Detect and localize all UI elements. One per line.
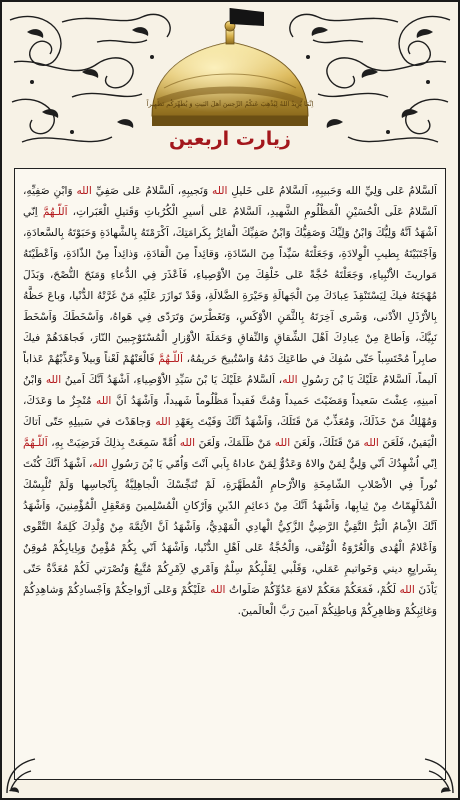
text-segment-red: الله xyxy=(363,437,379,449)
text-segment: عَلَيْكُمْ وَعَلى اَرْواحِكُمْ وَاَجْسادِكُمْ وَشاهِدِكُمْ وَغائِبِكُمْ وَظاهِرِكُمْ وَباطِنِكُمْ آمينَ رَبَّ الْعالَمينَ. xyxy=(23,584,437,617)
text-segment-red: الله xyxy=(155,416,171,428)
prayer-text-frame xyxy=(14,168,446,780)
text-segment: اِنّي اُشْهِدُكَ اَنّي وَلِيٌّ لِمَنْ والاهُ وَعَدُوٌّ لِمَنْ عاداهُ بِاَبي اَنْتَ وَاُمّي يَا بْنَ رَسُولِ xyxy=(107,458,437,470)
text-segment: وَابْنُ اَمينِهِ، عِشْتَ سَعيداً وَمَضَيْتَ حَميداً وَمُتَّ فَقيداً مَظْلُوماً شَهيداً، وَاَشْهَدُ اَنَّ xyxy=(23,374,437,407)
text-segment-red: الله xyxy=(76,185,92,197)
text-segment-red: اَللّـهُمَّ xyxy=(23,437,48,449)
title-banner xyxy=(2,128,458,150)
text-segment-red: الله xyxy=(282,374,298,386)
text-segment-red: الله xyxy=(92,458,108,470)
text-segment-red: اَللّـهُمَّ xyxy=(42,206,68,218)
text-segment-red: اَللّـهُمَّ xyxy=(158,353,183,365)
text-segment-red: الله xyxy=(399,584,415,596)
text-segment-red: الله xyxy=(45,374,62,386)
text-segment: مَنْ قَتَلَكَ، وَلَعَنَ xyxy=(290,437,364,449)
text-segment-red: الله xyxy=(212,185,228,197)
text-segment-red: الله xyxy=(210,584,226,596)
text-segment-red: الله xyxy=(96,395,112,407)
text-segment: وَجاهَدْتَ في سَبيلِهِ حَتّى اَتاكَ الْيَقينُ، فَلَعَنَ xyxy=(23,416,438,449)
corner-ornament-icon xyxy=(415,755,455,795)
dome-icon xyxy=(152,8,308,126)
text-segment: اِنّي اَشْهَدُ اَنَّهُ وَلِيُّكَ وَابْنُ وَلِيِّكَ وَصَفِيُّكَ وَابْنُ صَفِيِّكَ الْفائِزُ بِكَرامَتِكَ، اَكْرَمْتَهُ بِالشَّهادَةِ وَحَبَوْتَهُ بِالسَّعادَةِ، وَاَجْتَبَيْتَهُ بِطيبِ الْوِلادَةِ، وَجَعَلْتَهُ سَيِّداً مِنَ السّادَةِ، وَقائِداً مِنَ الْقادَةِ، وَذائِداً مِنْ الذّادَةِ، وَاَعْطَيْتَهُ مَواريثَ الاَْنْبِياءِ، وَجَعَلْتَهُ حُجَّةً عَلى خَلْقِكَ مِنَ الاَْوْصِياءِ، فَاَعْذَرَ فِي الدُّعاءِ وَمَنَحَ النُّصْحَ، وَبَذَلَ مُهْجَتَهُ فيكَ لِيَسْتَنْقِذَ عِبادَكَ مِنَ الْجَهالَةِ وَحَيْرَةِ الضَّلالَةِ، وَقَدْ تَوازَرَ عَلَيْهِ مَنْ غَرَّتْهُ الدُّنْيا، وَباعَ حَظَّهُ بِالاَْرْذَلِ الاَْدْنى، وَشَرى آخِرَتَهُ بِالثَّمَنِ الاَْوْكَسِ، وَتَغَطْرَسَ وَتَرَدّى فِي هَواهُ، وَاَسْخَطَكَ وَاَسْخَطَ نَبِيَّكَ، وَاَطاعَ مِنْ عِبادِكَ اَهْلَ الشِّقاقِ وَالنِّفاقِ وَحَمَلَةَ الاَْوْزارِ الْمُسْتَوْجِبينَ النّارَ، فَجاهَدَهُمْ فيكَ صابِراً مُحْتَسِباً حَتّى سُفِكَ في طاعَتِكَ دَمُهُ وَاسْتُبيحَ حَريمُهُ، xyxy=(23,206,437,365)
dome-inscription: اِنَّمَا يُرِيدُ اللهُ لِيُذْهِبَ عَنكُمُ الرِّجسَ اَهلَ البَيتِ وَ يُطَهِّرَكُم تَطهِيراً xyxy=(146,100,314,108)
text-segment: مُنْجِزٌ ما وَعَدَكَ، وَمُهْلِكٌ مَنْ خَذَلَكَ، وَمُعَذِّبٌ مَنْ قَتَلَكَ، وَاَشْهَدُ اَنَّكَ وَفَيْتَ بِعَهْدِ xyxy=(23,395,437,428)
text-segment: ، اَشْهَدُ اَنَّكَ كُنْتَ نُوراً فِي الاَْصْلابِ الشّامِخَةِ وَالاَْرْحامِ الْمُطَهَّرَةِ، لَمْ تُنَجِّسْكَ الْجاهِلِيَّةُ بِاَنْجاسِها وَلَمْ تُلْبِسْكَ الْمُدْلَهِمّاتُ مِنْ ثِيابِها، وَاَشْهَدُ اَنَّكَ مِنْ دَعائِمِ الدّينِ وَاَرْكانِ الْمُسْلِمينَ وَمَعْقِلِ الْمُؤْمِنينَ، وَاَشْهَدُ اَنَّكَ الاِْمامُ الْبَرُّ التَّقِيُّ الرَّضِيُّ الزَّكِيُّ الْهادِي الْمَهْدِيُّ، وَاَشْهَدُ اَنَّ الاَْئِمَّةَ مِنْ وُلْدِكَ كَلِمَةُ التَّقْوى وَاَعْلامُ الْهُدى وَالْعُرْوَةُ الْوُثْقى، وَالْحُجَّةُ عَلى اَهْلِ الدُّنْيا، وَاَشْهَدُ اَنّي بِكُمْ مُؤْمِنٌ وَبِاِيابِكُمْ مُوقِنٌ بِشَرايِعِ ديني وَخَواتيمِ عَمَلي، وَقَلْبي لِقَلْبِكُمْ سِلْمٌ وَاَمْري لاَِمْرِكُمْ مُتَّبِعٌ وَنُصْرَتي لَكُمْ مُعَدَّةٌ حَتّى يَاْذَنَ xyxy=(23,458,437,596)
page-title: زيارت اربعين xyxy=(168,128,291,150)
text-segment-red: الله xyxy=(179,437,196,449)
text-segment: ، اَلسَّلامُ عَلَيْكَ يَا بْنَ سَيِّدِ الاَْوْصِياءِ، اَشْهَدُ اَنَّكَ اَمينُ xyxy=(61,374,283,386)
text-segment: لَكُمْ، فَمَعَكُمْ مَعَكُمْ لامَعَ عَدُوِّكُمْ صَلَواتُ xyxy=(225,584,400,596)
corner-ornament-icon xyxy=(5,755,45,795)
prayer-text xyxy=(23,181,437,622)
text-segment: مَنْ ظَلَمَكَ، وَلَعَنَ xyxy=(195,437,275,449)
text-segment: فَالْعَنْهُمْ لَعْناً وَبيلاً وَعَذِّبْهُمْ عَذاباً اَليماً، اَلسَّلامُ عَلَيْكَ يَا بْنَ رَسُولِ xyxy=(23,353,437,386)
text-segment: اُمَّةً سَمِعَتْ بِذلِكَ فَرَضِيَتْ بِهِ، xyxy=(47,437,180,449)
text-segment: اَلسَّلامُ عَلى وَلِيِّ الله وَحَبيبِهِ، اَلسَّلامُ عَلى خَليلِ xyxy=(227,185,437,197)
text-segment: وَابْنِ صَفِيِّهِ، اَلسَّلامُ عَلَى الْحُسَيْنِ الْمَظْلُومِ الشَّهيدِ، اَلسَّلامُ عَلى أسيرِ الْكُرُباتِ وَقَتيلِ الْعَبَراتِ، xyxy=(23,185,438,218)
text-segment-red: الله xyxy=(274,437,291,449)
text-segment: وَنَجيبِهِ، اَلسَّلامُ عَلى صَفِيِّ xyxy=(91,185,213,197)
